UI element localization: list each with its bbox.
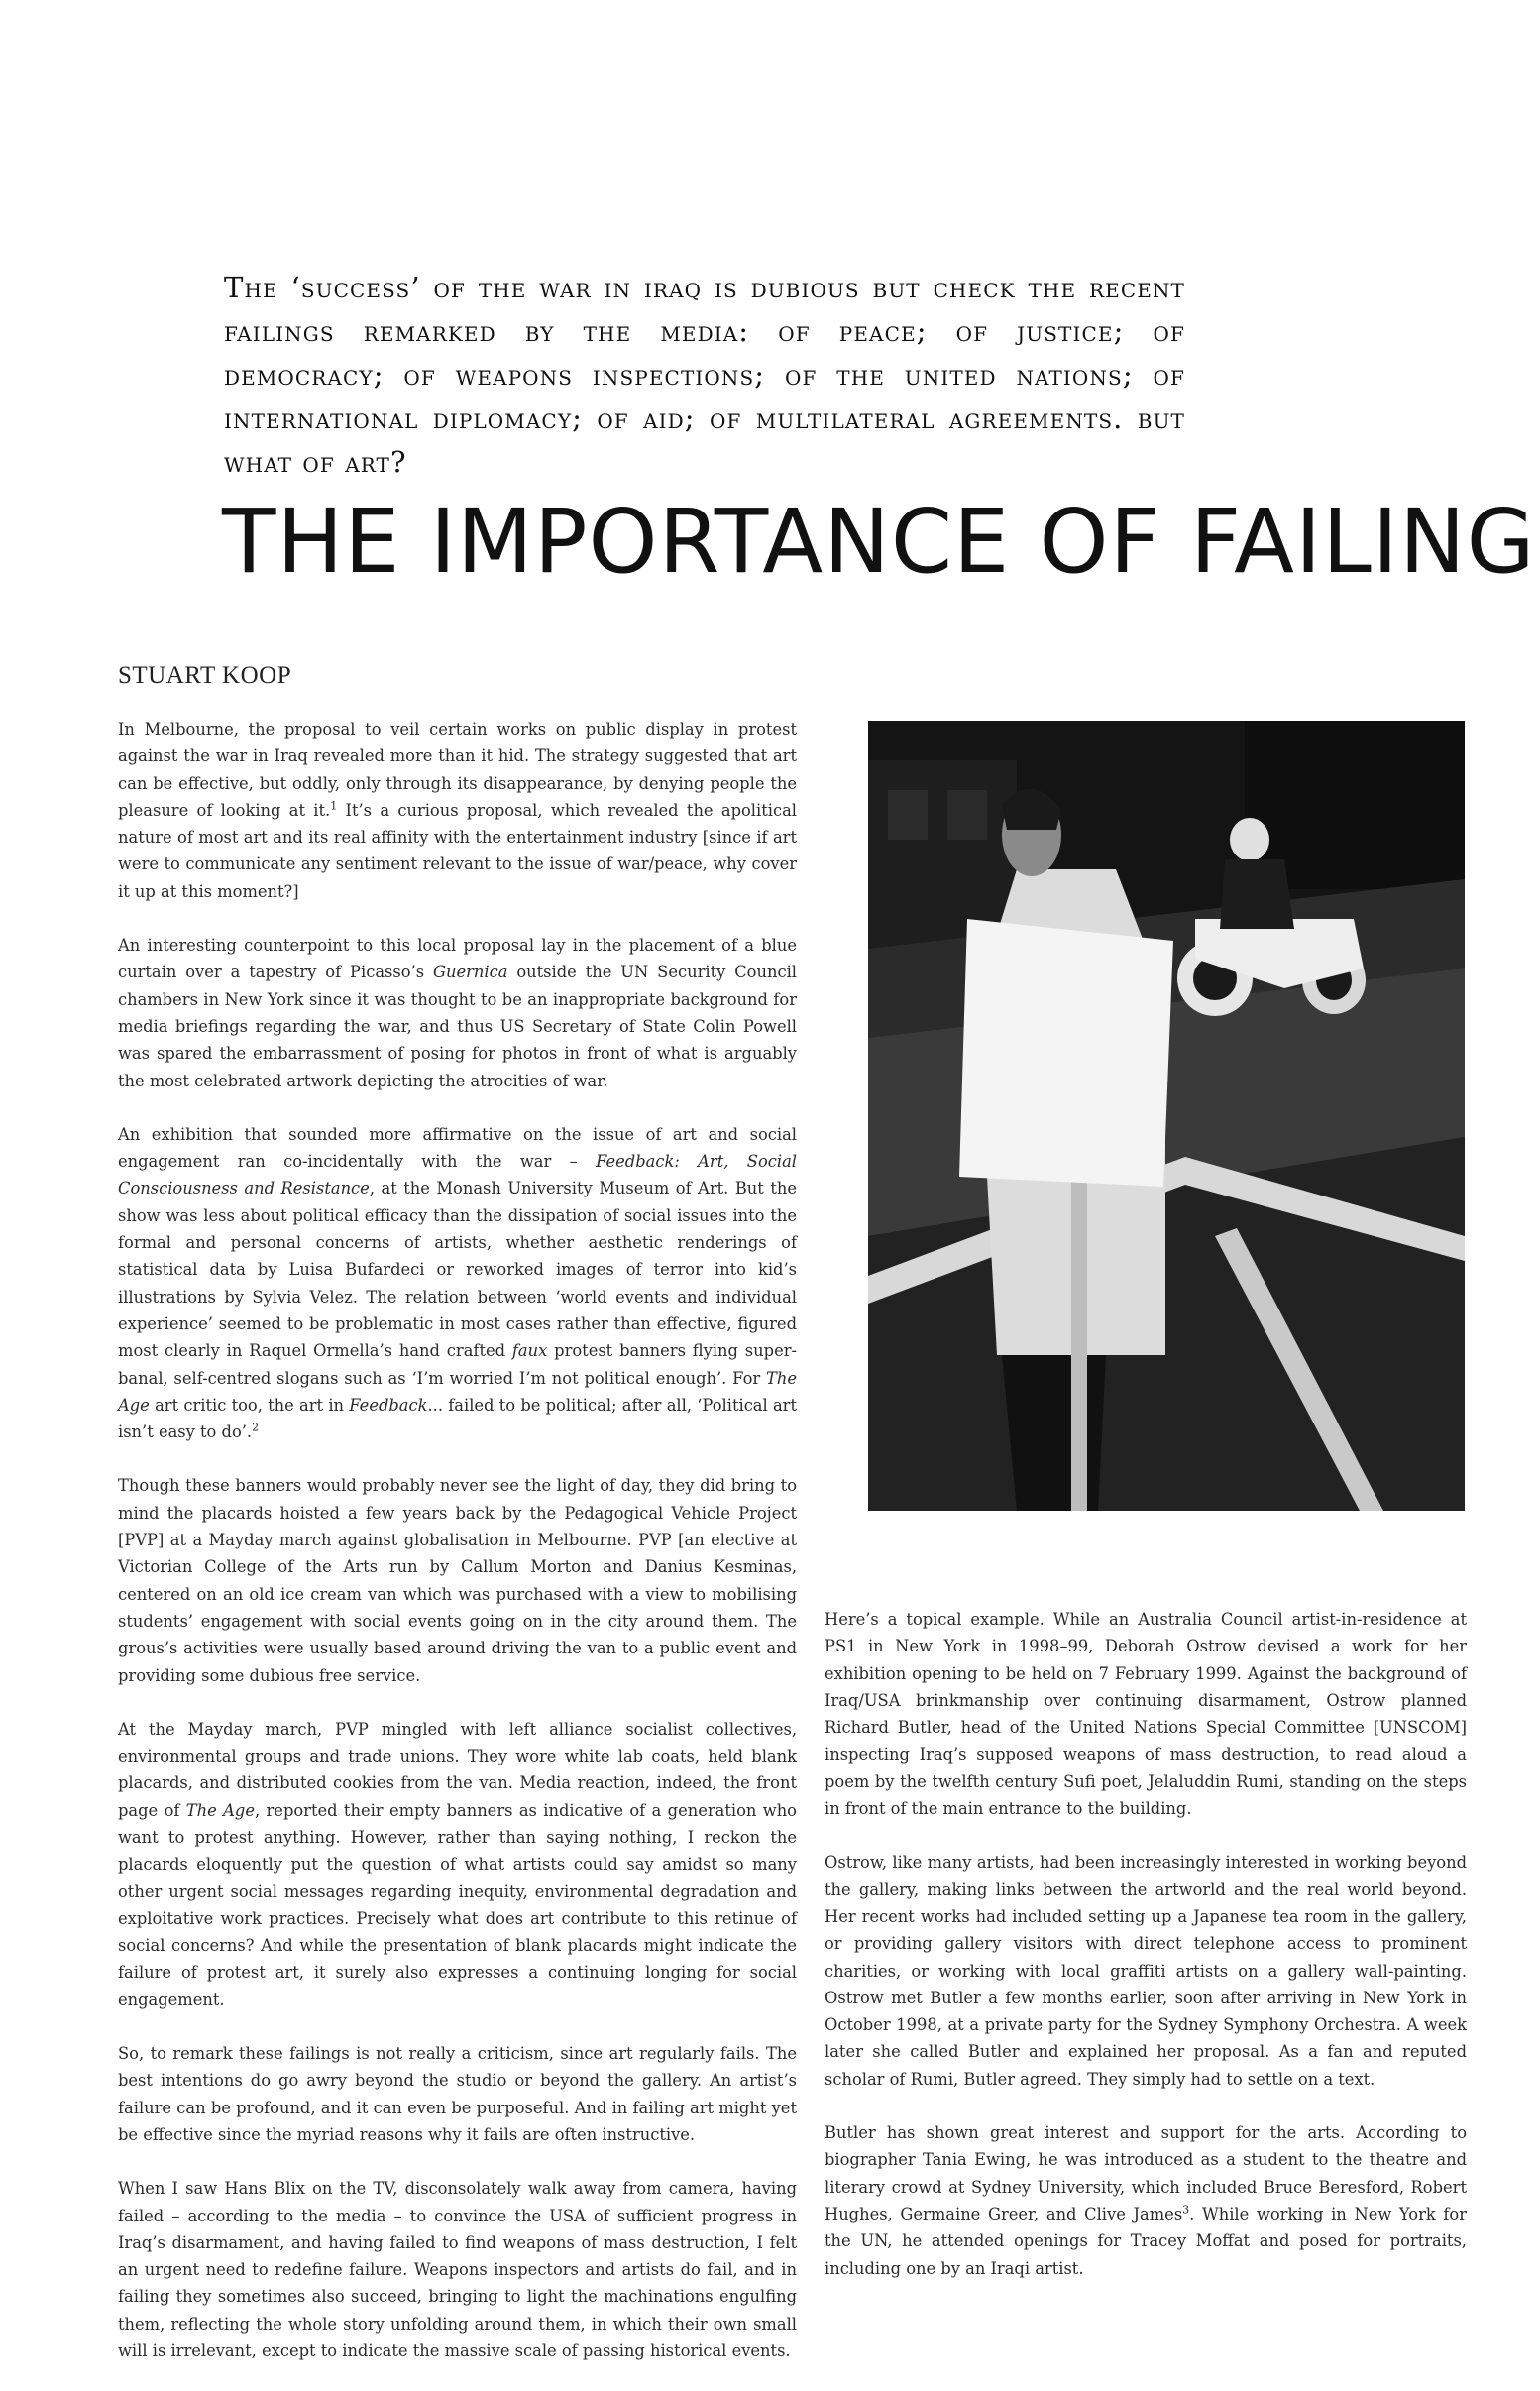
paragraph-topical-example: Here’s a topical example. While an Australia Council artist-in-residence at PS1 in New York in 1998–99, Deborah Ostrow devised a work for her exhibition opening to be held on 7 February 1999. Against the background of Iraq/USA brinkmanship over continuing disarmament, Ostrow planned Richard Butler, head of the United Nations Special Committee [UNSCOM] inspecting Iraq’s supposed weapons of mass destruction, to read aloud a poem by the twelfth century Sufi poet, Jelaluddin Rumi, standing on the steps in front of the main entrance to the building. bbox=[825, 1610, 1467, 1819]
left-column bbox=[118, 716, 797, 2391]
paragraph-placards: Though these banners would probably never see the light of day, they did bring to mind the placards hoisted a few years back by the Pedagogical Vehicle Project [PVP] at a Mayday march against globalisation in Melbourne. PVP [an elective at Victorian College of the Arts run by Callum Morton and Danius Kesminas, centered on an old ice cream van which was purchased with a view to mobilising students’ engagement with social events going on in the city around them. The grous’s activities were usually based around driving the van to a public event and providing some dubious free service. bbox=[118, 1476, 797, 1685]
footnote-marker: 3 bbox=[1182, 2203, 1190, 2217]
paragraph-guernica: An interesting counterpoint to this local proposal lay in the placement of a blue curtain over a tapestry of Picasso’s Guernica outside the UN Security Council chambers in New York since it was thought to be an inappropriate background for media briefings regarding the war, and thus US Secretary of State Colin Powell was spared the embarrassment of posing for photos in front of what is arguably the most celebrated artwork depicting the atrocities of war. bbox=[118, 936, 797, 1090]
protest-photo bbox=[868, 721, 1465, 1511]
paragraph-ostrow-beyond-gallery: Ostrow, like many artists, had been increasingly interested in working beyond the gallery, making links between the artworld and the real world beyond. Her recent works had included setting up a Japanese tea room in the gallery, or providing gallery visitors with direct telephone access to prominent charities, or working with local graffiti artists on a gallery wall-painting. Ostrow met Butler a few months earlier, soon after arriving in New York in October 1998, at a private party for the Sydney Symphony Orchestra. A week later she called Butler and explained her proposal. As a fan and reputed scholar of Rumi, Butler agreed. They simply had to settle on a text. bbox=[825, 1853, 1467, 2089]
paragraph-art-fails: So, to remark these failings is not really a criticism, since art regularly fails. The best intentions do go awry beyond the studio or beyond the gallery. An artist’s failure can be profound, and it can even be purposeful. And in failing art might yet be effective since the myriad reasons why it fails are often instructive. bbox=[118, 2044, 797, 2144]
article-title: THE IMPORTANCE OF FAILING bbox=[222, 490, 1536, 593]
paragraph-mayday-march: At the Mayday march, PVP mingled with left alliance socialist collectives, environmental groups and trade unions. They wore white lab coats, held blank placards, and distributed cookies from the van. Media reaction, indeed, the front page of The Age, reported their empty banners as indicative of a generation who want to protest anything. However, rather than saying nothing, I reckon the placards eloquently put the question of what artists could say amidst so many other urgent social messages regarding inequity, environmental degradation and exploitative work practices. Precisely what does art contribute to this retinue of social concerns? And while the presentation of blank placards might indicate the failure of protest art, it surely also expresses a continuing longing for social engagement. bbox=[118, 1719, 797, 2009]
footnote-marker: 2 bbox=[252, 1421, 260, 1434]
author-byline: STUART KOOP bbox=[118, 662, 292, 689]
paragraph-feedback-exhibition: An exhibition that sounded more affirmative on the issue of art and social engagement ran co-incidentally with the war – Feedback: Art, Social Consciousness and Resistance, at the Monash University Museum of Art. But the show was less about political efficacy than the dissipation of social issues into the formal and personal concerns of artists, whether aesthetic renderings of statistical data by Luisa Bufardeci or reworked images of terror into kid’s illustrations by Sylvia Velez. The relation between ‘world events and individual experience’ seemed to be problematic in most cases rather than effective, figured most clearly in Raquel Ormella’s hand crafted faux protest banners flying super-banal, self-centred slogans such as ‘I’m worried I’m not political enough’. For The Age art critic too, the art in Feedback... failed to be political; after all, ‘Political art isn’t easy to do’.$^2$ bbox=[118, 1124, 797, 1442]
right-column bbox=[825, 1606, 1467, 2309]
paragraph-veil-proposal: In Melbourne, the proposal to veil certain works on public display in protest against the war in Iraq revealed more than it hid. The strategy suggested that art can be effective, but oddly, only through its disappearance, by denying people the pleasure of looking at it.$^1$ It’s a curious proposal, which revealed the apolitical nature of most art and its real affinity with the entertainment industry [since if art were to communicate any sentiment relevant to the issue of war/peace, why cover it up at this moment?] bbox=[118, 720, 797, 901]
paragraph-butler-arts: Butler has shown great interest and support for the arts. According to biographer Tania Ewing, he was introduced as a student to the theatre and literary crowd at Sydney University, which included Bruce Beresford, Robert Hughes, Germaine Greer, and Clive James$^3$. While working in New York for the UN, he attended openings for Tracey Moffat and posed for portraits, including one by an Iraqi artist. bbox=[825, 2123, 1467, 2278]
paragraph-hans-blix: When I saw Hans Blix on the TV, disconsolately walk away from camera, having failed – according to the media – to convince the USA of sufficient progress in Iraq’s disarmament, and having failed to find weapons of mass destruction, I felt an urgent need to redefine failure. Weapons inspectors and artists do fail, and in failing they sometimes also succeed, bringing to light the machinations engulfing them, reflecting the whole story unfolding around them, in which their own small will is irrelevant, except to indicate the massive scale of passing historical events. bbox=[118, 2179, 797, 2361]
footnote-marker: 1 bbox=[330, 799, 338, 813]
article-lede: The ‘success’ of the war in iraq is dubious but check the recent failings remarked by the media: of peace; of justice; of democracy; of weapons inspections; of the united nations; of international diplomacy; of aid; of multilateral agreements. but what of art? bbox=[224, 271, 1185, 479]
